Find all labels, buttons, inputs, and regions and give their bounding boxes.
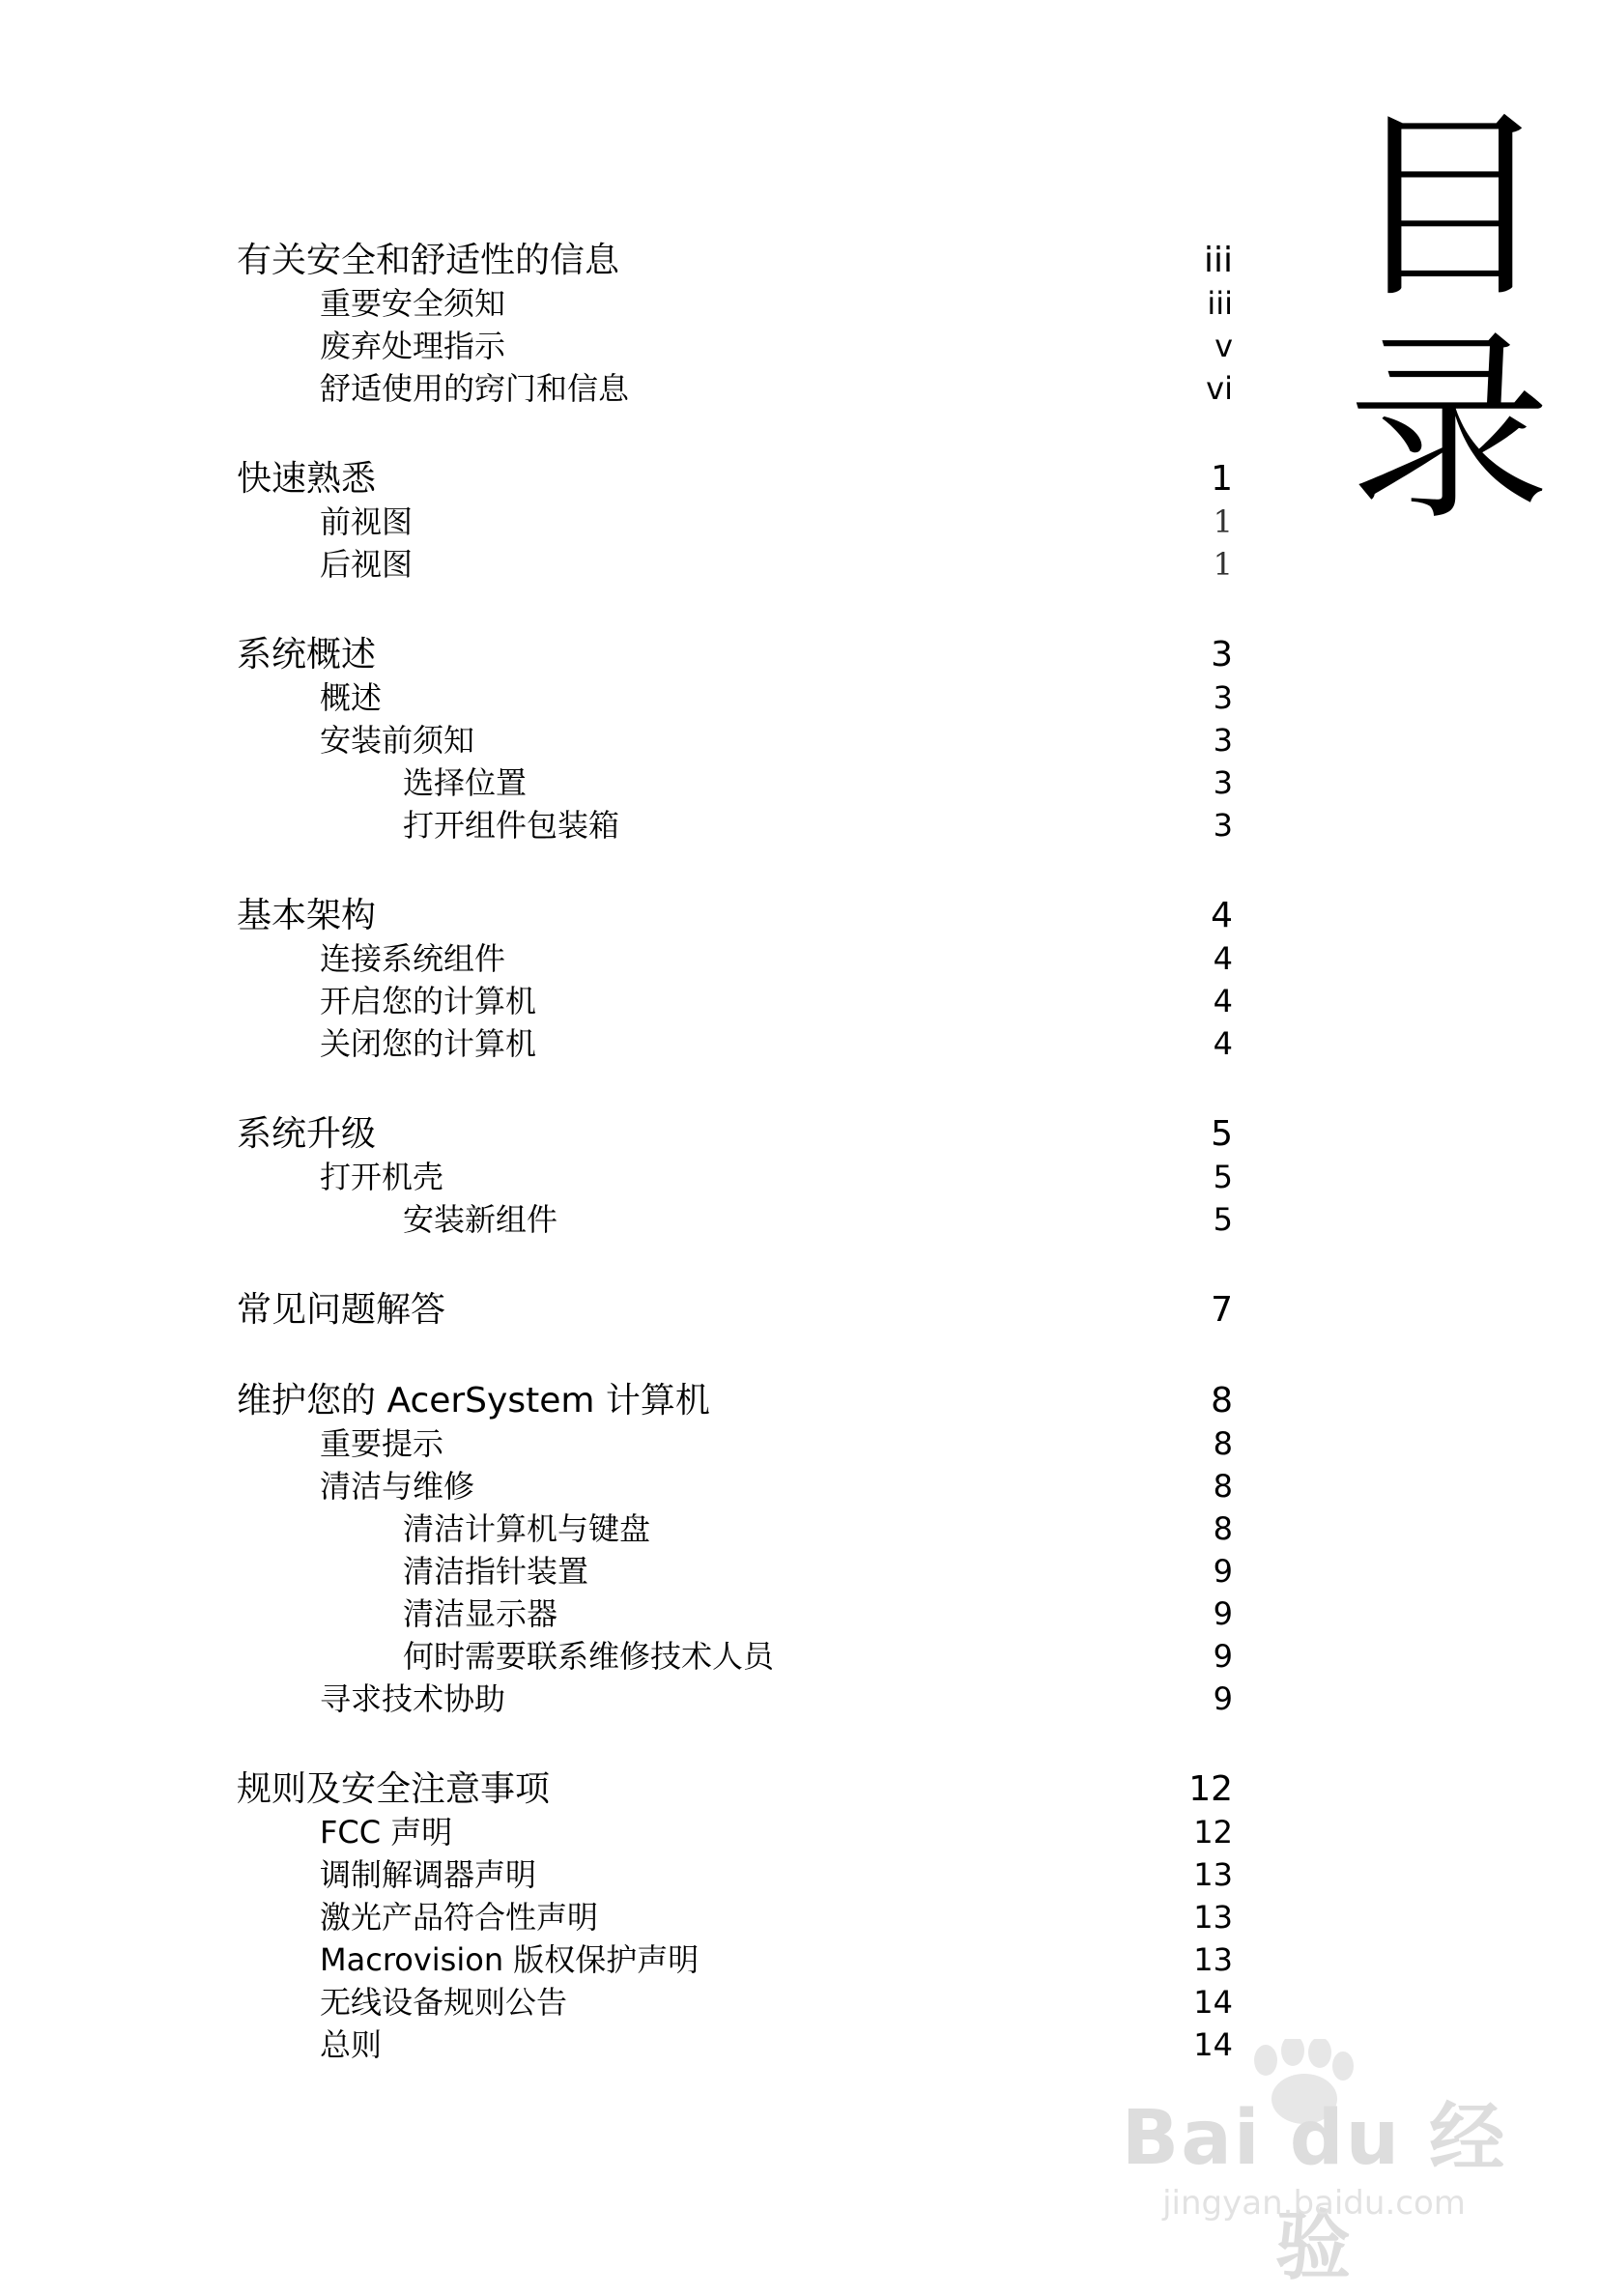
toc-entry-page: 1 — [1211, 459, 1233, 499]
toc-entry[interactable] — [0, 719, 1600, 761]
toc-entry-page: vi — [1206, 370, 1233, 407]
toc-entry-label: 基本架构 — [237, 896, 377, 935]
toc-entry[interactable] — [0, 1465, 1600, 1507]
toc-entry-label: 开启您的计算机 — [320, 983, 537, 1019]
toc-entry-page: 8 — [1213, 1425, 1233, 1462]
toc-entry-label: 清洁计算机与键盘 — [403, 1510, 651, 1547]
toc-entry-label: 激光产品符合性声明 — [320, 1899, 599, 1936]
toc-entry-label: 关闭您的计算机 — [320, 1025, 537, 1062]
toc-entry[interactable] — [0, 1380, 1600, 1422]
toc-entry[interactable] — [0, 1156, 1600, 1198]
watermark-brand: Bai du 经验 — [1121, 2095, 1507, 2290]
toc-entry-page: 7 — [1211, 1290, 1233, 1330]
toc-entry[interactable] — [0, 1507, 1600, 1550]
toc-entry-page: iii — [1207, 285, 1233, 322]
toc-entry-page: 3 — [1211, 635, 1233, 674]
toc-entry-label: 系统升级 — [237, 1114, 377, 1154]
toc-entry-label: 清洁指针装置 — [403, 1553, 589, 1590]
side-title-char-2: 录 — [1347, 311, 1551, 548]
toc-entry-page: 3 — [1213, 807, 1233, 844]
baidu-jingyan-watermark — [1121, 2039, 1507, 2290]
toc-entry[interactable] — [0, 458, 1600, 501]
toc-entry-label: 调制解调器声明 — [320, 1856, 537, 1893]
toc-entry[interactable] — [0, 282, 1600, 325]
toc-entry-label: 后视图 — [320, 546, 414, 583]
toc-entry-page: 4 — [1213, 1025, 1233, 1062]
toc-entry[interactable] — [0, 501, 1600, 543]
toc-entry[interactable] — [0, 367, 1600, 410]
toc-entry-page: 9 — [1213, 1595, 1233, 1632]
toc-entry-page: 3 — [1213, 722, 1233, 759]
toc-entry-label: 舒适使用的窍门和信息 — [320, 370, 630, 407]
toc-entry-page: 1 — [1213, 503, 1233, 540]
toc-entry[interactable] — [0, 1811, 1600, 1853]
toc-entry-page: 5 — [1211, 1114, 1233, 1154]
toc-entry-page: 5 — [1213, 1201, 1233, 1238]
toc-entry[interactable] — [0, 761, 1600, 804]
toc-entry-label: 前视图 — [320, 503, 414, 540]
toc-entry[interactable] — [0, 1113, 1600, 1156]
toc-entry-label: 快速熟悉 — [237, 459, 377, 499]
toc-entry-page: 14 — [1193, 2026, 1233, 2063]
toc-entry-label: 清洁显示器 — [403, 1595, 558, 1632]
toc-entry-page: v — [1214, 328, 1233, 364]
toc-entry-label: 打开机壳 — [320, 1159, 444, 1195]
toc-entry[interactable] — [0, 676, 1600, 719]
toc-entry[interactable] — [0, 543, 1600, 586]
side-title-char-1: 目 — [1347, 89, 1551, 326]
toc-entry-label: FCC 声明 — [320, 1814, 453, 1851]
toc-entry-label: 何时需要联系维修技术人员 — [403, 1638, 775, 1675]
toc-entry[interactable] — [0, 1768, 1600, 1811]
toc-entry-page: 13 — [1193, 1941, 1233, 1978]
toc-entry-label: 无线设备规则公告 — [320, 1984, 568, 2021]
toc-entry[interactable] — [0, 634, 1600, 676]
toc-entry-page: 14 — [1193, 1984, 1233, 2021]
toc-entry-label: 规则及安全注意事项 — [237, 1769, 551, 1809]
toc-entry-page: 8 — [1211, 1381, 1233, 1421]
toc-entry-page: 4 — [1213, 940, 1233, 977]
toc-entry-page: 3 — [1213, 764, 1233, 801]
toc-entry-page: 9 — [1213, 1680, 1233, 1717]
toc-entry[interactable] — [0, 804, 1600, 847]
toc-entry-label: 常见问题解答 — [237, 1290, 446, 1330]
toc-entry[interactable] — [0, 1678, 1600, 1720]
toc-entry-page: 1 — [1213, 546, 1233, 583]
toc-entry[interactable] — [0, 1422, 1600, 1465]
toc-entry-page: iii — [1203, 241, 1233, 280]
toc-entry[interactable] — [0, 895, 1600, 937]
toc-entry-page: 12 — [1193, 1814, 1233, 1851]
toc-entry[interactable] — [0, 1198, 1600, 1241]
toc-entry-label: 重要提示 — [320, 1425, 444, 1462]
toc-entry-label: 废弃处理指示 — [320, 328, 506, 364]
toc-entry-label: 安装新组件 — [403, 1201, 558, 1238]
toc-entry-label: Macrovision 版权保护声明 — [320, 1941, 700, 1978]
toc-entry-label: 概述 — [320, 679, 383, 716]
toc-entry-label: 维护您的 AcerSystem 计算机 — [237, 1381, 710, 1421]
toc-entry-page: 8 — [1213, 1510, 1233, 1547]
toc-entry-page: 9 — [1213, 1553, 1233, 1590]
toc-entry[interactable] — [0, 1938, 1600, 1981]
toc-entry-label: 有关安全和舒适性的信息 — [237, 241, 620, 280]
toc-entry[interactable] — [0, 937, 1600, 980]
toc-entry-label: 重要安全须知 — [320, 285, 506, 322]
toc-entry-page: 8 — [1213, 1468, 1233, 1505]
toc-entry[interactable] — [0, 240, 1600, 282]
toc-entry-label: 安装前须知 — [320, 722, 475, 759]
toc-entry-page: 13 — [1193, 1899, 1233, 1936]
toc-entry[interactable] — [0, 1635, 1600, 1678]
toc-entry-label: 连接系统组件 — [320, 940, 506, 977]
toc-entry[interactable] — [0, 1289, 1600, 1332]
watermark-url: jingyan.baidu.com — [1162, 2184, 1466, 2223]
toc-entry[interactable] — [0, 980, 1600, 1022]
toc-entry-page: 4 — [1211, 896, 1233, 935]
toc-entry-page: 13 — [1193, 1856, 1233, 1893]
toc-entry[interactable] — [0, 1550, 1600, 1593]
toc-entry[interactable] — [0, 1593, 1600, 1635]
toc-entry[interactable] — [0, 1981, 1600, 2023]
toc-entry-label: 寻求技术协助 — [320, 1680, 506, 1717]
toc-entry-page: 12 — [1188, 1769, 1233, 1809]
toc-entry-label: 选择位置 — [403, 764, 528, 801]
toc-entry-label: 打开组件包装箱 — [403, 807, 620, 844]
toc-entry-page: 5 — [1213, 1159, 1233, 1195]
toc-entry-page: 4 — [1213, 983, 1233, 1019]
toc-entry[interactable] — [0, 1853, 1600, 1896]
toc-entry[interactable] — [0, 1022, 1600, 1065]
toc-entry[interactable] — [0, 325, 1600, 367]
toc-entry-label: 清洁与维修 — [320, 1468, 475, 1505]
toc-entry-label: 总则 — [320, 2026, 383, 2063]
toc-entry-page: 3 — [1213, 679, 1233, 716]
toc-entry-page: 9 — [1213, 1638, 1233, 1675]
toc-entry-label: 系统概述 — [237, 635, 377, 674]
toc-entry[interactable] — [0, 1896, 1600, 1938]
